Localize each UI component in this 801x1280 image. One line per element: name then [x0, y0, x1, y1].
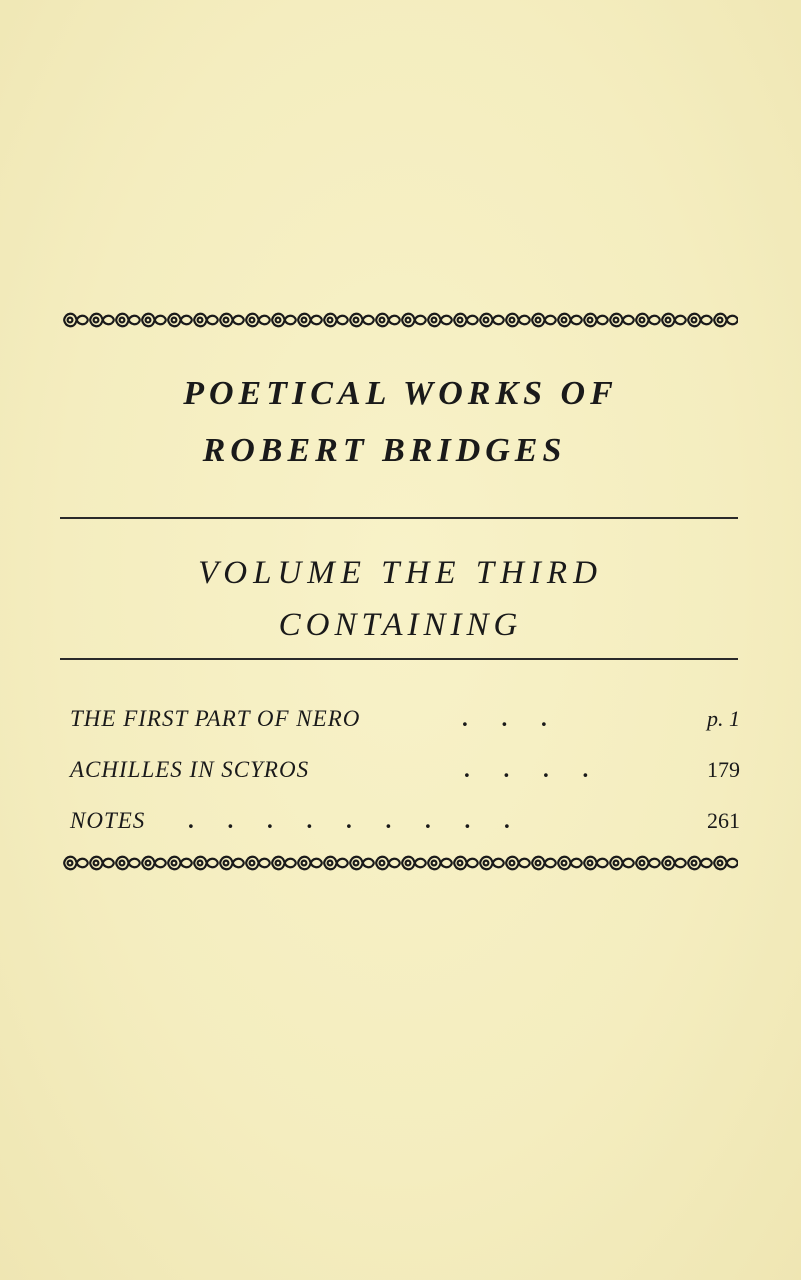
bottom-ornamental-border-icon [62, 853, 738, 873]
top-ornamental-border-icon [62, 310, 738, 330]
work-title-line-2: ROBERT BRIDGES [202, 432, 567, 469]
work-title-line-1: POETICAL WORKS OF [183, 375, 618, 412]
contents-entry [70, 706, 740, 746]
contents-entry-title: NOTES [70, 808, 146, 833]
contents-entry-leaders: . . . [462, 706, 561, 731]
contents-entry [70, 757, 740, 797]
volume-line: VOLUME THE THIRD [198, 555, 603, 591]
contents-entry [70, 808, 740, 848]
containing-line: CONTAINING [278, 607, 523, 643]
bottom-rule [60, 658, 738, 660]
contents-entry-title: ACHILLES IN SCYROS [70, 757, 310, 782]
contents-entry-leaders: . . . . . . . . . [188, 808, 524, 833]
contents-entry-title: THE FIRST PART OF NERO [70, 706, 361, 731]
top-rule [60, 517, 738, 519]
contents-entry-page: 261 [707, 808, 740, 833]
contents-entry-leaders: . . . . [464, 757, 603, 782]
contents-entry-page: 179 [707, 757, 740, 782]
contents-entry-page: p. 1 [707, 706, 740, 731]
